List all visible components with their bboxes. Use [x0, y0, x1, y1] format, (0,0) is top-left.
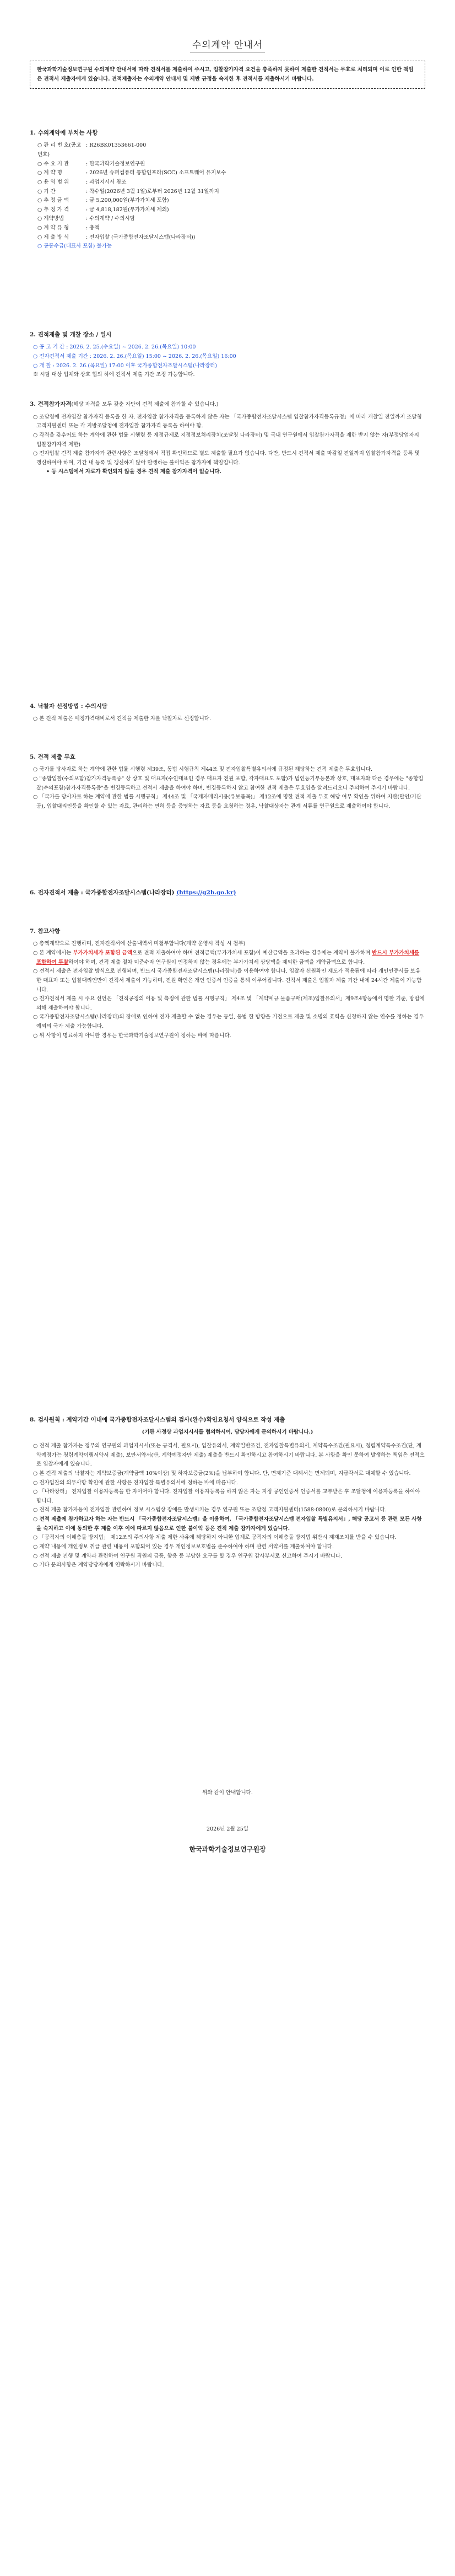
info-row: ○ 추 정 가 격 : 금 4,818,182원(부가가치세 제외) — [37, 206, 169, 213]
inspection-paragraph: ○ 계약 내용에 개인정보 취급 관련 내용이 포함되어 있는 경우 개인정보보호법을 준수하여야 하며 관련 서약서를 제출하여야 합니다. — [33, 1543, 334, 1550]
eligibility-paragraph: ○ 각격을 갖추어도 하는 계약에 관한 법률 시행령 등 제정규제로 지정정보처리장치(조달청 나라장터) 및 국내 연구원에서 입찰참가자격을 제한 받지 않는 자(부정당업자의 입찰참가자격 제한) — [33, 432, 419, 448]
section-heading: 5. 견적 제출 무효 — [30, 754, 75, 760]
section-eligibility — [30, 399, 425, 477]
eligibility-paragraph: ○ 조달청에 전자입찰 참가자격 등록을 한 자. 전자입찰 참가자격을 등록하지 않은 자는 「국가종합전자조달시스템 입찰참가자격등록규정」에 따라 개찰일 전일까지 조달청 고객지원센터 또는 각 지방조달청에 전자입찰 참가자격 등록을 하여야 함. — [33, 414, 422, 430]
invalid-paragraph: ○ 「국가를 당사자로 하는 계약에 관한 법률 시행규칙」 제44조 및 「국제자매리시용(유보품목)」 제12조에 명한 견적 제출 무효 해당 여부 확인을 위하여 지관(발인/기관공), 입찰대리인등을 확인할 수 있는 자료, 관리하는 면허 등을 증명하는 자료 등을 요청하는 경우, 낙찰대상자는 관계 서류를 연구원으로 제출하여야 합니다. — [33, 794, 421, 809]
inspection-paragraph: ○ 견적 제출 참가자는 정부의 연구원의 과업지시서(또는 규격서, 필요시), 입찰유의서, 계약일반조건, 전자입찰특별유의서, 계약특수조건(필요시), 청렴계약특수조건(단, 계약예정가는 청렴계약이행서약서 제출), 보안서약서(단, 계약예정자만 제출) 제출을 반드시 확인하시고 참여하시기 바랍니다. 본 사항을 확인 못하여 발생하는 책임은 전적으로 입찰자에게 있습니다. — [33, 1443, 425, 1468]
section-subheading: (기관 사정상 과업지시서를 협의하시어, 담당자에게 문의하시기 바랍니다.) — [142, 1429, 313, 1436]
note-paragraph: ○ 전자견적서 제출 시 주요 선언은 「견적공정의 이용 및 측정에 관한 법률 시행규칙」 제4조 및 「계약예규 물품구매(제조)입찰유의서」제9조4항등에서 명한 기준, 방법에 의해 제출하여야 합니다. — [33, 996, 425, 1011]
inspection-paragraph: ○ 「나라장터」 전자입찰 이용자등록을 한 자이어야 합니다. 전자입찰 이용자등록을 하지 않은 자는 지정 공인인증서 인증서를 교부받은 후 조달청에 이용자등록을 하여야 합니다. — [33, 1489, 420, 1504]
section-schedule — [30, 330, 425, 380]
inspection-paragraph: ○ 견적 제출 참가자등이 전자입찰 관련하여 정보 시스템상 장애를 발생시키는 경우 연구원 또는 조달청 고객지원센터(1588-0800)로 문의하시기 바랍니다. — [33, 1507, 387, 1514]
note-paragraph: ○ 견적서 제출은 전자입찰 방식으로 진행되며, 반드시 국가종합전자조달시스템(나라장터)을 이용하여야 합니다. 입찰자 신원확인 제도가 적용됨에 따라 개인인증서를 보유한 대표자 또는 입찰대리인만이 견적서 제출이 가능하며, 전원 확인은 개인 인증서 인증을 통해 이루어집니다. 견적서 제출은 입찰자 제출 기간 내에 24시간 제출이 가능합니다. — [33, 968, 422, 993]
section-heading: 6. 전자견적서 제출 : 국가종합전자조달시스템(나라장터) (https://g2b.go.kr) — [30, 889, 236, 896]
schedule-line: ○ 공 고 기 간 : 2026. 2. 25.(수요일) ~ 2026. 2. 26.(목요일) 10:00 — [33, 344, 196, 351]
eligibility-paragraph: ○ 전자입찰 견적 제출 참가자가 관련사항은 조달청에서 직접 확인하므로 별도 제출할 필요가 없습니다. 다만, 반드시 견적서 제출 마감일 전일까지 입찰참가자격을 등록 및 갱신하여야 하며, 기간 내 등록 및 갱신하지 않아 발생하는 불이익은 참가자에 책임입니다. — [33, 450, 420, 466]
section-notes — [30, 926, 425, 1040]
section-submission — [30, 888, 425, 901]
inspection-paragraph: ○ 기타 문의사항은 계약담당자에게 연락하시기 바랍니다. — [33, 1562, 164, 1569]
closing-line: 위와 같이 안내합니다. — [202, 1790, 253, 1796]
closing-date: 2026년 2월 25일 — [207, 1826, 248, 1832]
inspection-paragraph: ○ 견적 제출 진행 및 계약과 관련하여 연구원 직원의 금품, 향응 등 부당한 요구를 할 경우 연구원 감사부서로 신고하여 주시기 바랍니다. — [33, 1553, 343, 1559]
section-heading: 4. 낙찰자 선정방법 : 수의시담 — [30, 703, 108, 710]
inspection-paragraph: ○ 전자입찰의 의무사항 확인에 관한 사항은 전자입찰 특별유의서에 정하는 바에 따릅니다. — [33, 1479, 238, 1486]
note-paragraph: ○ 위 사항이 명료하지 아니한 경우는 한국과학기술정보연구원이 정하는 바에 따릅니다. — [33, 1032, 231, 1039]
section-heading: 3. 견적참가자격(해당 자격을 모두 갖춘 자만이 견적 제출에 참가할 수 있습니다.) — [30, 401, 219, 407]
section-heading: 1. 수의계약에 부치는 사항 — [30, 130, 98, 136]
section-contract-info — [30, 128, 425, 251]
info-row: ○ 계 약 명 : 2026년 슈퍼컴퓨터 통합인프라(SCC) 소프트웨어 유지보수 — [37, 170, 226, 176]
vat-paragraph: ○ 본 계약에서는 부가가치세가 포함된 금액으로 견적 제출하여야 하며 견적금액(부가가치세 포함)이 예산금액을 초과하는 경우에는 계약이 불가하며 반드시 부가가치세를 포함하여 투찰하여야 하며, 견적 제출 절차 미준수자 연구원이 인정하지 않는 경우에는 부가가치세 상당액을 제외한 금액을 계약금액으로 합니다. — [33, 950, 420, 965]
info-row: ○ 제 출 방 식 : 전자입찰 (국가종합전자조달시스템(나라장터)) — [37, 234, 196, 240]
section-invalid — [30, 752, 425, 812]
info-row: ○ 계 약 유 형 : 총액 — [37, 225, 100, 231]
info-row: ○ 관 리 번 호(공고번호) : R26BK01353661-000 — [37, 142, 147, 158]
info-row: ○ 기 간 : 착수일(2026년 3월 1일)로부터 2026년 12월 31일까지 — [37, 188, 219, 195]
note-paragraph: ○ 총액계약으로 진행하며, 전자견적서에 산출내역서 미첨부합니다(계약 운영시 작성 시 첨부) — [33, 941, 246, 947]
award-paragraph: ○ 본 견적 제출은 예정가격대비로서 견적을 제출한 자를 낙찰자로 선정합니다. — [33, 716, 211, 722]
section-heading: 8. 검사원칙 : 계약기간 이내에 국가종합전자조달시스템의 검사(완수)확인요청서 양식으로 작성 제출 — [30, 1416, 285, 1423]
notice-box: 한국과학기술정보연구원 수의계약 안내서에 따라 견적서를 제출하여 주시고, 입찰참가자격 요건을 충족하지 못하여 제출한 견적서는 무효로 처리되며 이로 인한 책임은 견적서 제출자에게 있습니다. 견적제출자는 수의계약 안내서 및 제반 규정을 숙지한 후 견적서를 제출하시기 바랍니다. — [30, 61, 425, 89]
document-title: 수의계약 안내서 — [0, 37, 455, 54]
inspection-paragraph-bold: ○ 견적 제출에 참가하고자 하는 자는 반드시 「국가종합전자조달시스템」을 이용하여, 「국가종합전자조달시스템 전자입찰 특별유의서」, 해당 공고서 등 관련 모든 사항을 숙지하고 이에 동의한 후 제출 이후 이에 따르지 않음으로 인한 불이익 등은 견적 제출 참가자에게 있습니다. — [33, 1516, 422, 1532]
info-row: ○ 계약방법 : 수의계약 / 수의시담 — [37, 216, 135, 222]
eligibility-bullet: • 등 시스템에서 자료가 확인되지 않을 경우 견적 제출 참가자격이 없습니다. — [46, 469, 221, 475]
note-paragraph: ○ 국가종합전자조달시스템(나라장터)의 장애로 인하여 전자 제출할 수 없는 경우는 동일, 동법 한 방향을 기점으로 제출 및 소명의 효력을 신청하지 않는 연수를 정하는 경우 예외의 국가 제출 가능합니다. — [33, 1014, 424, 1029]
inspection-paragraph: ○ 「공직자의 이해충돌 방지법」 제12조의 주의사항 제출 제한 사유에 해당하지 아니한 업체로 공직자의 이해충돌 방지법 위반시 제재조치를 받을 수 있습니다. — [33, 1534, 397, 1541]
g2b-link[interactable]: (https://g2b.go.kr) — [176, 889, 236, 896]
section-heading: 2. 견적제출 및 개찰 장소 / 일시 — [30, 331, 112, 338]
schedule-line: ○ 개 찰 : 2026. 2. 26.(목요일) 17:00 이후 국가종합전자조달시스템(나라장터) — [33, 362, 218, 369]
info-row: ○ 추 정 금 액 : 금 5,200,000원(부가가치세 포함) — [37, 197, 169, 204]
closing-org: 한국과학기술정보연구원장 — [189, 1845, 266, 1853]
consortium-note: ○ 공동수급(대표사 포함) 불가능 — [37, 243, 112, 250]
section-award-method — [30, 701, 425, 724]
invalid-paragraph: ○ 국가를 당사자로 하는 계약에 관한 법률 시행령 제39조, 동법 시행규칙 제44조 및 전자입찰특별유의서에 규정된 해당하는 견적 제출은 무효입니다. — [33, 766, 372, 773]
section-inspection — [30, 1415, 425, 1570]
info-row: ○ 수 요 기 관 : 한국과학기술정보연구원 — [37, 160, 145, 167]
inspection-paragraph: ○ 본 견적 제출의 낙찰자는 계약보증금(계약금액 10%이상) 및 하자보증금(2%)을 납부하여 합니다. 단, 면제기준 대해서는 면제되며, 지급각서로 대체할 수 있습니다. — [33, 1470, 411, 1477]
schedule-note: ※ 시담 대상 업체와 상호 협의 하에 견적서 제출 기간 조정 가능합니다. — [33, 372, 195, 378]
section-heading: 7. 참고사항 — [30, 928, 61, 935]
info-row: ○ 용 역 범 위 : 과업지시서 참조 — [37, 179, 127, 185]
schedule-line: ○ 전자견적서 제출 기간 : 2026. 2. 26.(목요일) 15:00 ~ 2026. 2. 26.(목요일) 16:00 — [33, 353, 236, 359]
invalid-paragraph: ○ "종합입찰(수의포함)참가자격등록증" 상 상호 및 대표자(수인대표인 경우 대표자 전원 포함, 각자대표도 포함)가 법인등기부등본과 상호, 대표자와 다른 경우에는 "종합입찰(수의포함)참가자격등록증"을 변경등록하고 견적서 제출을 하여야 하며, 변경등록하지 않고 참여한 견적 제출은 무효임을 알려드리오니 주의하여 주시기 바랍니다. — [33, 776, 424, 791]
